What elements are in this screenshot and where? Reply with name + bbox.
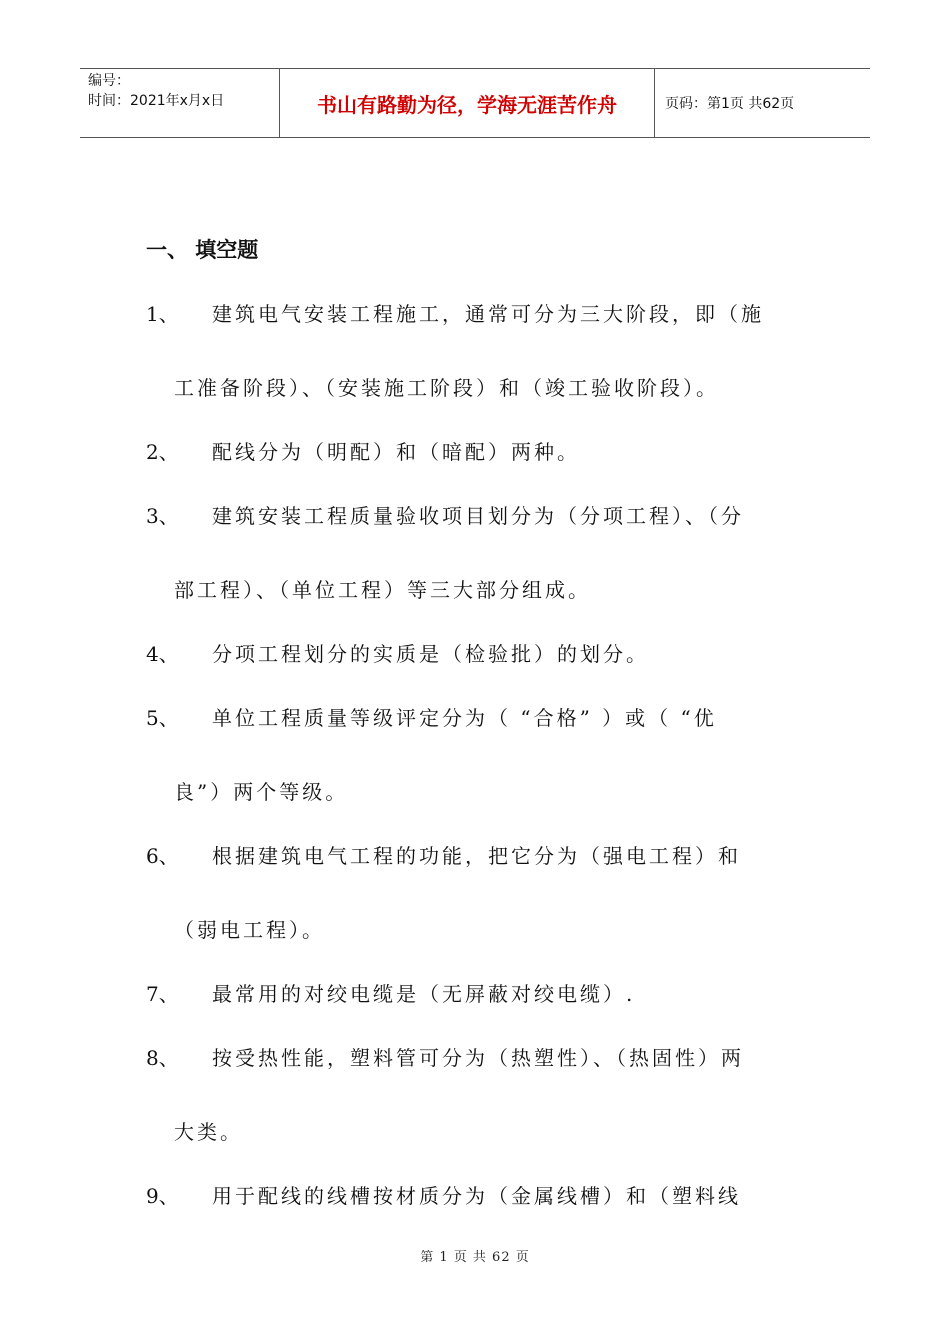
list-item [146, 638, 806, 666]
list-item [146, 500, 806, 602]
item-text: 根据建筑电气工程的功能，把它分为（强电工程）和 [212, 844, 741, 868]
item-text-continuation: 部工程）、（单位工程）等三大部分组成。 [174, 578, 591, 602]
item-text-continuation: 良”）两个等级。 [174, 780, 349, 804]
item-number: 2、 [146, 440, 179, 464]
section-title: 一、 填空题 [146, 238, 259, 262]
page-header [80, 68, 870, 138]
list-item [146, 436, 806, 464]
item-text-continuation: 工准备阶段）、（安装施工阶段）和（竣工验收阶段）。 [174, 376, 719, 400]
item-text: 建筑安装工程质量验收项目划分为（分项工程）、（分 [212, 504, 744, 528]
item-number: 8、 [146, 1046, 179, 1070]
item-number: 5、 [146, 706, 179, 730]
list-item [146, 978, 806, 1006]
item-text: 分项工程划分的实质是（检验批）的划分。 [212, 642, 649, 666]
page-footer: 第 1 页 共 62 页 [420, 1250, 530, 1265]
item-number: 7、 [146, 982, 179, 1006]
item-text: 按受热性能，塑料管可分为（热塑性）、（热固性）两 [212, 1046, 744, 1070]
item-text: 建筑电气安装工程施工，通常可分为三大阶段，即（施 [212, 302, 764, 326]
item-number: 9、 [146, 1184, 179, 1208]
item-text: 最常用的对绞电缆是（无屏蔽对绞电缆）. [212, 982, 636, 1006]
list-item [146, 840, 806, 942]
header-time-label: 时间：2021年x月x日 [88, 93, 225, 109]
item-number: 6、 [146, 844, 179, 868]
item-text-continuation: 大类。 [174, 1120, 243, 1144]
item-text: 单位工程质量等级评定分为（ “合格” ）或（ “优 [212, 706, 717, 730]
list-item [146, 1042, 806, 1144]
item-number: 4、 [146, 642, 179, 666]
header-motto: 书山有路勤为径，学海无涯苦作舟 [280, 69, 655, 137]
item-text-continuation: （弱电工程）。 [174, 918, 325, 942]
list-item [146, 702, 806, 804]
header-page-info: 页码：第1页 共62页 [665, 96, 795, 112]
item-number: 3、 [146, 504, 179, 528]
header-number-label: 编号： [88, 73, 130, 89]
list-item [146, 298, 806, 400]
item-text: 用于配线的线槽按材质分为（金属线槽）和（塑料线 [212, 1184, 741, 1208]
header-meta [80, 69, 280, 137]
item-text: 配线分为（明配）和（暗配）两种。 [212, 440, 580, 464]
list-item [146, 1180, 806, 1208]
item-number: 1、 [146, 302, 179, 326]
